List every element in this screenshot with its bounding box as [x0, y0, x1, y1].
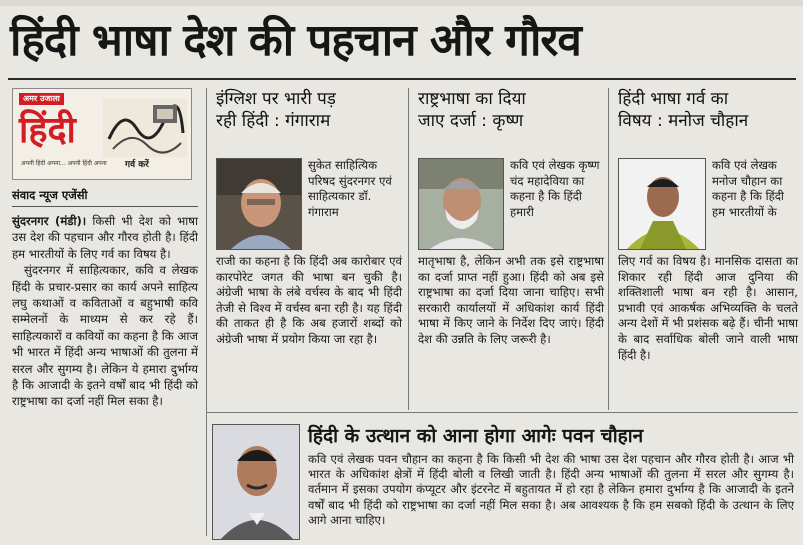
krishna-body: मातृभाषा है, लेकिन अभी तक इसे राष्ट्रभाषा का दर्जा प्राप्त नहीं हुआ। हिंदी को अब इसे राष्ट्रभाषा का दर्जा दिया जाना चाहिए। सभी सरकारी कार्यालयों में अधिकांश कार्य हिंदी भाषा में किए जाने के निर्देश दिए जाएं। हिंदी देश की उन्नति के लिए जरूरी है।	[418, 254, 604, 346]
krishna-photo	[418, 158, 504, 250]
gangaram-body: राजी का कहना है कि हिंदी अब कारोबार एवं कारपोरेट जगत की भाषा बन चुकी है। अंग्रेजी भाषा के लंबे वर्चस्व के बाद भी हिंदी तेजी से विश्व में वर्चस्व बना रही है। यह हिंदी की ताकत ही है कि अब हजारों शब्दों को अंग्रेजी भाषा में प्रयोग किया जा रहा है।	[216, 254, 402, 346]
page-headline: हिंदी भाषा देश की पहचान और गौरव	[10, 15, 581, 66]
story-title-line2: जाए दर्जा : कृष्ण	[418, 111, 524, 131]
manoj-side-text: कवि एवं लेखक मनोज चौहान का कहना है कि हिंदी हम भारतीयों के	[712, 158, 784, 219]
story-title: हिंदी के उत्थान को आना होगा आगेः पवन चौहान	[308, 425, 644, 447]
logo-brand: अमर उजाला	[19, 93, 64, 105]
gangaram-side-text: सुकेत साहित्यिक परिषद सुंदरनगर एवं साहित्यकार डॉ. गंगाराम	[308, 158, 392, 219]
gangaram-photo	[216, 158, 302, 250]
story-title-line1: हिंदी भाषा गर्व का	[618, 89, 729, 109]
pawan-photo	[212, 424, 300, 540]
top-strip	[0, 0, 803, 6]
manoj-photo	[618, 158, 706, 250]
main-article-body	[12, 213, 198, 410]
main-para-2: सुंदरनगर में साहित्यकार, कवि व लेखक हिंदी के प्रचार-प्रसार का कार्य अपने साहित्य लघु कथाओं व कविताओं व बहुभाषी कवि सम्मेलनों के माध्यम से कर रहे हैं। साहित्यकारों व कवियों का कहना है कि आज भी भारत में हिंदी अन्य भाषाओं की तुलना में सरल और सुगम्य है। लेकिन ये हमारा दुर्भाग्य है कि आजादी के इतने वर्षों बाद भी हिंदी को राष्ट्रभाषा का दर्जा नहीं मिल सका है।	[12, 263, 198, 409]
logo-tagline: गर्व करें	[125, 160, 149, 170]
manoj-body: लिए गर्व का विषय है। मानसिक दासता का शिकार रही हिंदी आज दुनिया की शक्तिशाली भाषा बन रही है। आसान, प्रभावी एवं आकर्षक अभिव्यक्ति के चलते अन्य देशों में भी प्रशंसक बढ़े हैं। चीनी भाषा के बाद सर्वाधिक बोली जाने वाली भाषा हिंदी है।	[618, 254, 798, 362]
pawan-body: कवि एवं लेखक पवन चौहान का कहना है कि किसी भी देश की भाषा उस देश पहचान और गौरव होती है। आज भी भारत के अधिकांश क्षेत्रों में हिंदी बोली व लिखी जाती है। हिंदी अन्य भाषाओं की तुलना में सरल और सुगम्य है। वर्तमान में इसका उपयोग कंप्यूटर और इंटरनेट में बहुतायत में हो रहा है लेकिन हमारा दुर्भाग्य है कि आजादी के इतने वर्षों बाद भी हिंदी को राष्ट्रभाषा का दर्जा नहीं मिल सका है। अब आवश्यक है कि हम सबको हिंदी के उत्थान के लिए आगे आना चाहिए।	[308, 452, 794, 527]
logo-word: हिंदी	[19, 110, 76, 151]
main-para-1: किसी भी देश को भाषा उस देश की पहचान और गौरव होती है। हिंदी हम भारतीयों के लिए गर्व का विषय है।	[12, 214, 198, 261]
story-divider	[206, 412, 798, 413]
story-gangaram	[216, 88, 402, 132]
hindi-campaign-logo	[12, 88, 192, 180]
news-agency-byline: संवाद न्यूज एजेंसी	[12, 188, 88, 202]
calligraphy-illustration	[103, 99, 187, 157]
dateline: सुंदरनगर (मंडी)।	[12, 214, 87, 228]
story-pawan	[212, 418, 798, 544]
column-divider	[408, 88, 409, 410]
story-manoj	[618, 88, 798, 132]
story-krishna	[418, 88, 604, 132]
byline-rule	[12, 206, 198, 207]
column-divider	[608, 88, 609, 410]
story-title-line1: राष्ट्रभाषा का दिया	[418, 89, 526, 109]
story-title-line1: इंग्लिश पर भारी पड़	[216, 89, 336, 109]
headline-rule	[8, 78, 796, 80]
story-title-line2: रही हिंदी : गंगाराम	[216, 111, 331, 131]
story-title-line2: विषय : मनोज चौहान	[618, 111, 749, 131]
logo-slogan: अपनी हिंदी अपना... अपनी हिंदी अपना	[21, 160, 107, 167]
krishna-side-text: कवि एवं लेखक कृष्ण चंद महादेविया का कहना है कि हिंदी हमारी	[510, 158, 600, 219]
column-divider	[206, 88, 207, 536]
